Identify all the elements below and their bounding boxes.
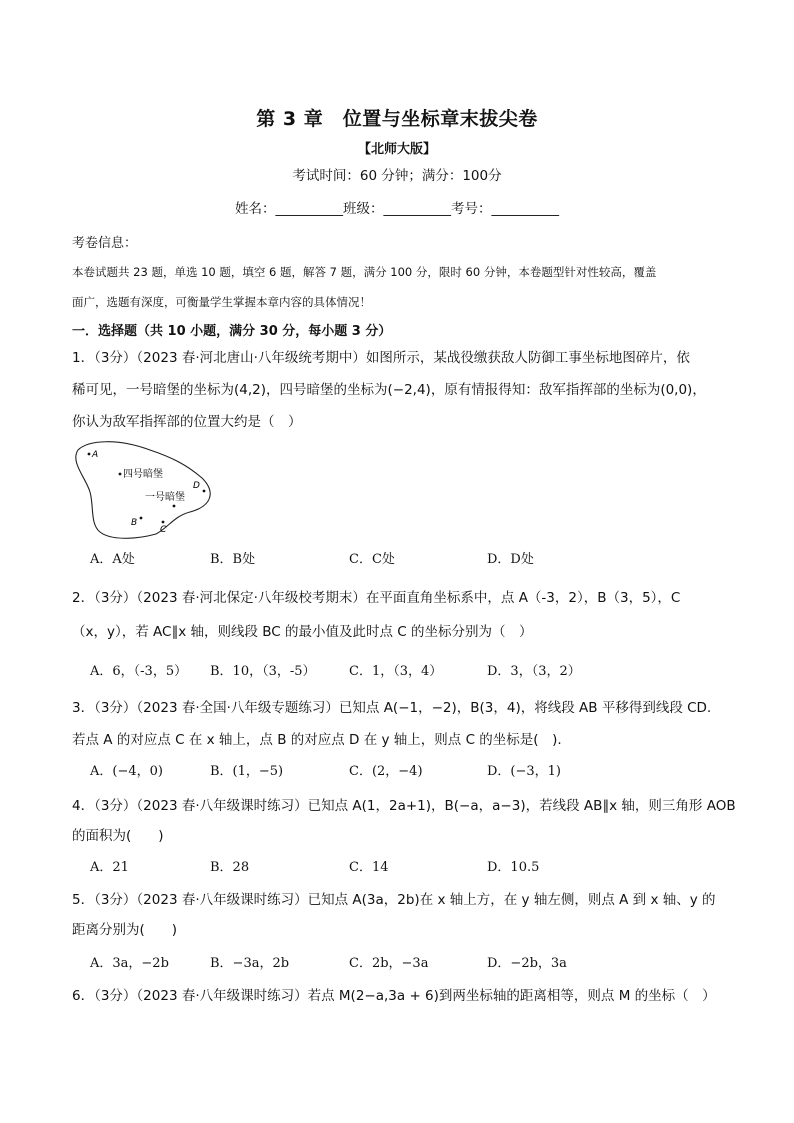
point-b-dot (140, 517, 143, 520)
question-5-option-c[interactable]: C．2b，−3a (349, 956, 429, 971)
point-d-dot (203, 490, 206, 493)
question-3-option-c[interactable]: C．(2，−4) (349, 764, 423, 779)
question-1-line-2: 稀可见，一号暗堡的坐标为(4,2)，四号暗堡的坐标为(−2,4)，原有情报得知：敌军指挥部的坐标为(0,0)， (72, 382, 706, 398)
info-heading: 考卷信息： (72, 236, 138, 251)
question-3-option-b[interactable]: B．(1，−5) (210, 764, 284, 779)
question-5-line-1: 5．（3分）（2023 春·八年级课时练习）已知点 A(3a，2b)在 x 轴上方，在 y 轴左侧，则点 A 到 x 轴、y 的 (72, 892, 716, 908)
question-4-line-2: 的面积为( ) (72, 828, 164, 844)
section-heading: 一．选择题（共 10 小题，满分 30 分，每小题 3 分） (72, 324, 392, 339)
question-1-option-d[interactable]: D．D处 (487, 552, 534, 567)
question-2-option-b[interactable]: B．10，（3，-5） (210, 664, 316, 679)
page-title: 第 3 章 位置与坐标章末拔尖卷 (256, 108, 538, 130)
question-2-option-a[interactable]: A．6，（-3，5） (90, 664, 188, 679)
question-1-option-a[interactable]: A．A处 (90, 552, 135, 567)
map-label-b: B (131, 518, 138, 528)
name-class-number-line: 姓名：__________班级：__________考号：__________ (235, 201, 559, 217)
point-fortress-1-dot (173, 505, 176, 508)
info-line-1: 本卷试题共 23 题，单选 10 题，填空 6 题，解答 7 题，满分 100 分，限时 60 分钟，本卷题型针对性较高，覆盖 (72, 265, 657, 279)
question-4-option-d[interactable]: D．10.5 (487, 860, 540, 875)
info-line-2: 面广，选题有深度，可衡量学生掌握本章内容的具体情况！ (72, 295, 371, 309)
question-6-line-1: 6．（3分）（2023 春·八年级课时练习）若点 M(2−a,3a + 6)到两坐标轴的距离相等，则点 M 的坐标（ ） (72, 988, 716, 1004)
question-5-option-d[interactable]: D．−2b，3a (487, 956, 567, 971)
question-5-option-a[interactable]: A．3a，−2b (90, 956, 169, 971)
question-1-option-c[interactable]: C．C处 (349, 552, 395, 567)
question-4-line-1: 4．（3分）（2023 春·八年级课时练习）已知点 A(1，2a+1)，B(−a，a−3)，若线段 AB∥x 轴，则三角形 AOB (72, 798, 736, 814)
question-3-option-a[interactable]: A．(−4，0) (90, 764, 163, 779)
question-4-option-b[interactable]: B．28 (210, 860, 250, 875)
map-fragment-figure (70, 436, 230, 542)
question-2-option-c[interactable]: C．1，（3，4） (349, 664, 443, 679)
map-label-fortress-1: 一号暗堡 (145, 492, 185, 503)
map-label-d: D (193, 481, 200, 491)
question-2-line-1: 2．（3分）（2023 春·河北保定·八年级校考期末）在平面直角坐标系中，点 A（-3，2），B（3，5），C (72, 590, 681, 606)
question-3-option-d[interactable]: D．(−3，1) (487, 764, 562, 779)
question-4-option-a[interactable]: A．21 (90, 860, 129, 875)
question-1-option-b[interactable]: B．B处 (210, 552, 256, 567)
map-label-c: C (160, 525, 167, 535)
map-label-a: A (92, 450, 99, 460)
map-label-fortress-4: 四号暗堡 (123, 469, 163, 480)
point-a-dot (88, 453, 91, 456)
question-5-option-b[interactable]: B．−3a，2b (210, 956, 290, 971)
edition-label: 【北师大版】 (357, 142, 436, 157)
question-5-line-2: 距离分别为( ) (72, 922, 178, 938)
question-3-line-1: 3．（3分）（2023 春·全国·八年级专题练习）已知点 A(−1，−2)，B(3，4)，将线段 AB 平移得到线段 CD. (72, 700, 712, 716)
point-fortress-4-dot (119, 473, 122, 476)
question-2-line-2: （x，y），若 AC∥x 轴，则线段 BC 的最小值及此时点 C 的坐标分别为（ ） (72, 624, 533, 640)
question-2-option-d[interactable]: D．3，（3，2） (487, 664, 581, 679)
question-3-line-2: 若点 A 的对应点 C 在 x 轴上，点 B 的对应点 D 在 y 轴上，则点 C 的坐标是( ). (72, 732, 562, 748)
question-1-line-1: 1．（3分）（2023 春·河北唐山·八年级统考期中）如图所示，某战役缴获敌人防御工事坐标地图碎片，依 (72, 350, 690, 366)
exam-info: 考试时间：60 分钟；满分：100分 (292, 168, 502, 184)
question-4-option-c[interactable]: C．14 (349, 860, 389, 875)
point-c-dot (162, 521, 165, 524)
question-1-line-3: 你认为敌军指挥部的位置大约是（ ） (72, 414, 302, 430)
